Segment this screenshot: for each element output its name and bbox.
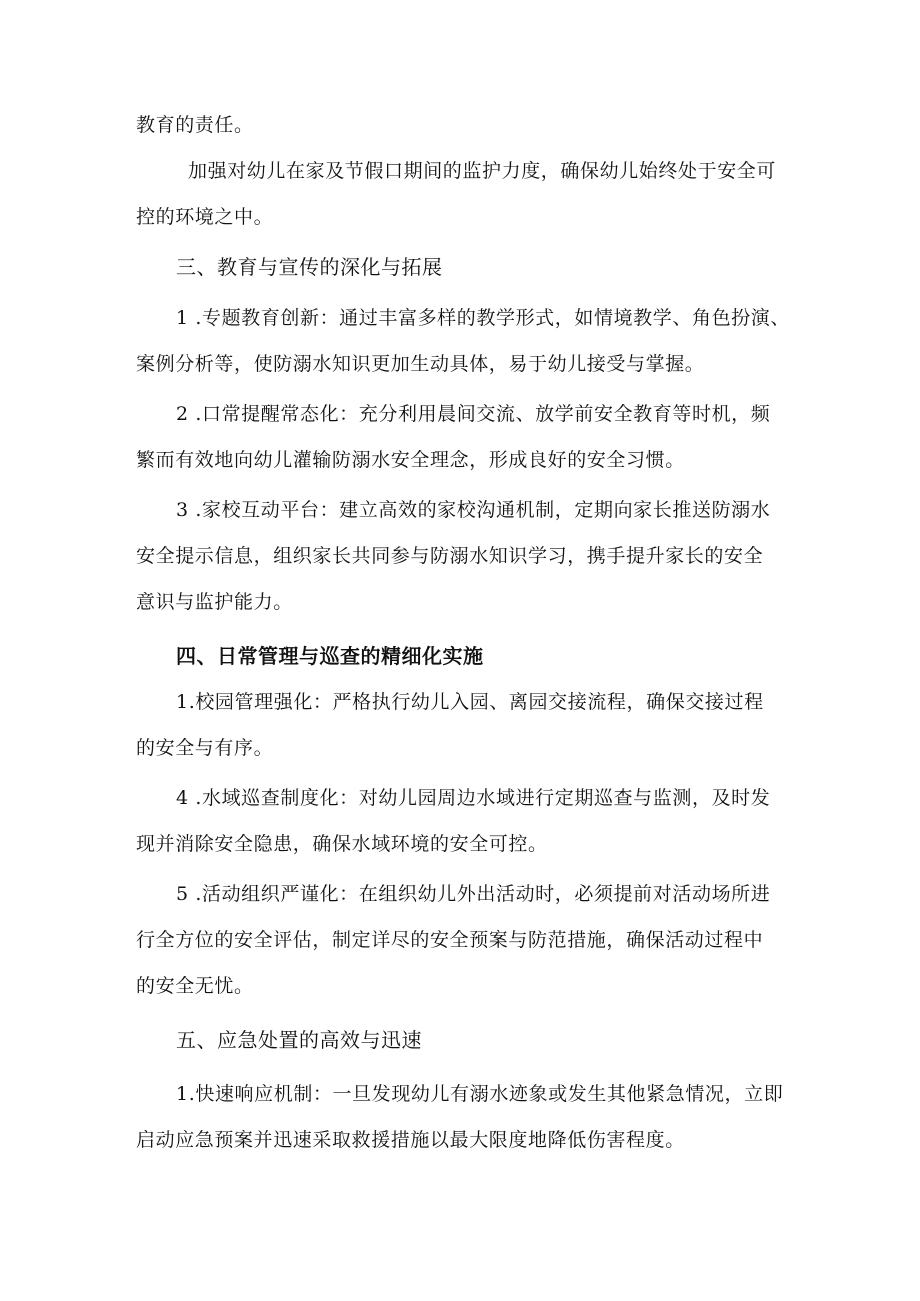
text-line: 2 .口常提醒常态化：充分利用晨间交流、放学前安全教育等时机，频 <box>176 403 771 425</box>
text-line: 1.校园管理强化：严格执行幼儿入园、离园交接流程，确保交接过程 <box>176 691 764 713</box>
text-line: 加强对幼儿在家及节假口期间的监护力度，确保幼儿始终处于安全可 <box>188 160 777 182</box>
text-line: 现并消除安全隐患，确保水域环境的安全可控。 <box>136 833 548 855</box>
text-line: 的安全无忧。 <box>136 975 254 997</box>
text-line: 安全提示信息，组织家长共同参与防溺水知识学习，携手提升家长的安全 <box>136 545 764 567</box>
text-line: 教育的责任。 <box>136 114 254 136</box>
paragraph-responsibility-tail <box>136 102 792 148</box>
text-line: 3 .家校互动平台：建立高效的家校沟通机制，定期向家长推送防溺水 <box>176 499 771 521</box>
text-line: 控的环境之中。 <box>136 206 274 228</box>
paragraph-water-patrol <box>136 775 792 867</box>
text-line: 意识与监护能力。 <box>136 591 293 613</box>
text-line: 繁而有效地向幼儿灌输防溺水安全理念，形成良好的安全习惯。 <box>136 449 685 471</box>
text-line: 1.快速响应机制：一旦发现幼儿有溺水迹象或发生其他紧急情况，立即 <box>176 1083 784 1105</box>
section-heading-4: 四、日常管理与巡查的精细化实施 <box>176 644 484 668</box>
text-line: 启动应急预案并迅速采取救援措施以最大限度地降低伤害程度。 <box>136 1129 685 1151</box>
paragraph-holiday-supervision <box>136 148 792 240</box>
text-line: 4 .水域巡查制度化：对幼儿园周边水域进行定期巡查与监测，及时发 <box>176 787 771 809</box>
paragraph-campus-management <box>136 679 792 771</box>
text-line: 行全方位的安全评估，制定详尽的安全预案与防范措施，确保活动过程中 <box>136 929 764 951</box>
section-heading-3: 三、教育与宣传的深化与拓展 <box>176 255 443 279</box>
paragraph-rapid-response <box>136 1071 792 1163</box>
section-heading-5: 五、应急处置的高效与迅速 <box>176 1028 422 1052</box>
paragraph-item-1-education <box>136 295 792 387</box>
text-line: 1 .专题教育创新：通过丰富多样的教学形式，如情境教学、角色扮演、 <box>176 307 790 329</box>
paragraph-outdoor-activity <box>136 871 792 1009</box>
paragraph-item-3-home-school <box>136 487 792 625</box>
text-line: 5 .活动组织严谨化：在组织幼儿外出活动时，必须提前对活动场所进 <box>176 883 771 905</box>
text-line: 的安全与有序。 <box>136 737 274 759</box>
paragraph-item-2-reminder <box>136 391 792 483</box>
text-line: 案例分析等，使防溺水知识更加生动具体，易于幼儿接受与掌握。 <box>136 353 705 375</box>
